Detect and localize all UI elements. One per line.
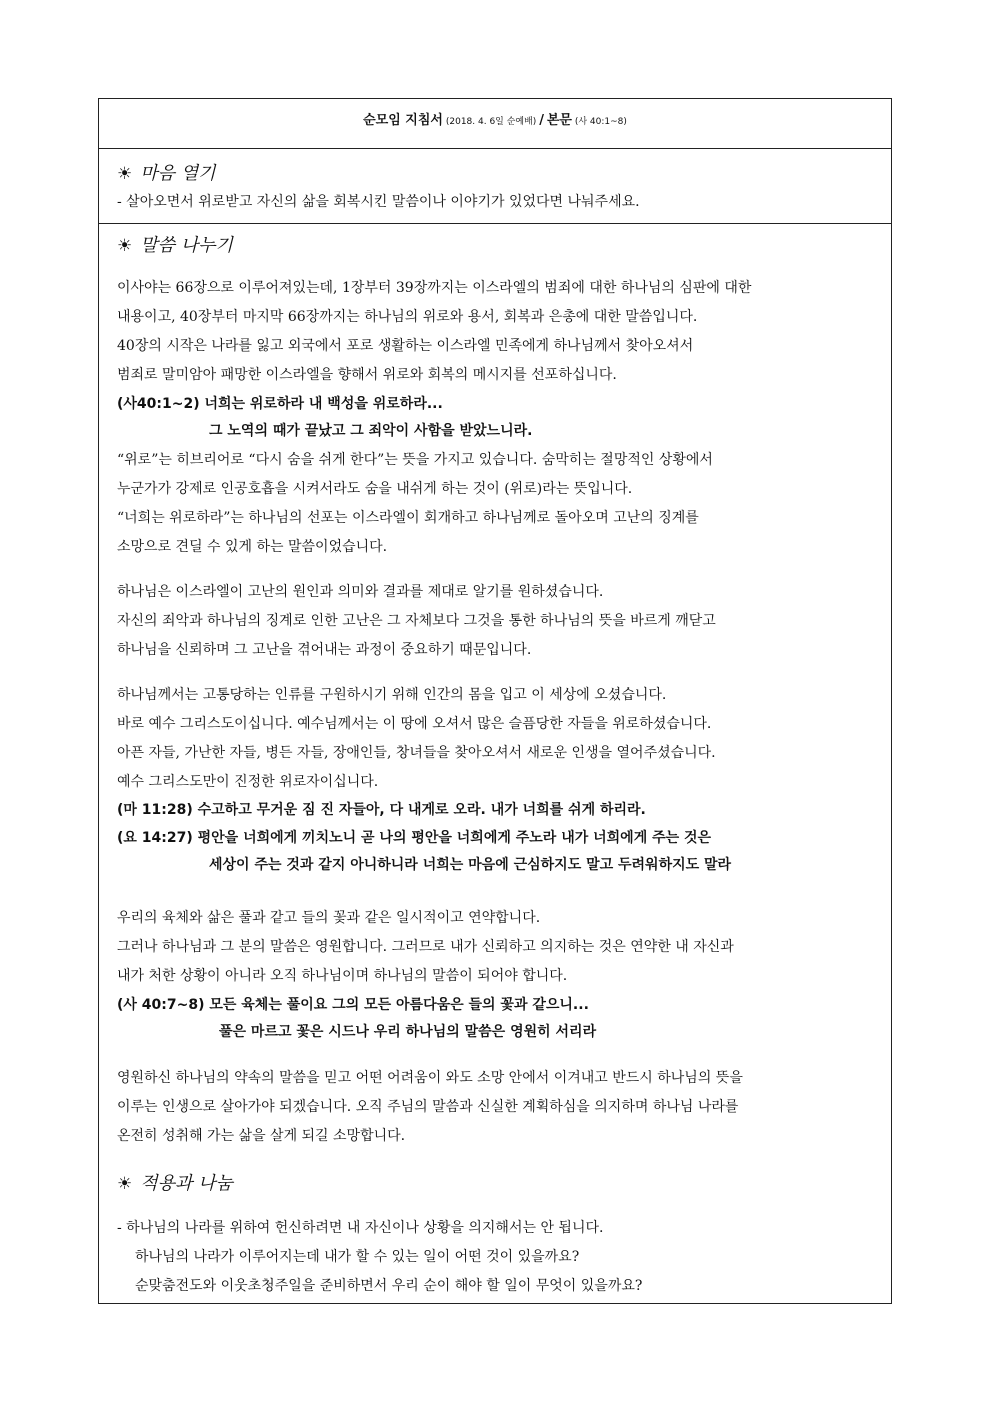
body-line: 이사야는 66장으로 이루어져있는데, 1장부터 39장까지는 이스라엘의 범죄에 대한 하나님의 심판에 대한 (117, 280, 752, 296)
body-line: 내가 처한 상황이 아니라 오직 하나님이며 하나님의 말씀이 되어야 합니다. (117, 968, 568, 984)
apply-heading-text: 적용과 나눔 (140, 1173, 233, 1194)
section-divider (99, 223, 891, 224)
apply-question: 하나님의 나라가 이루어지는데 내가 할 수 있는 일이 어떤 것이 있을까요? (135, 1249, 580, 1265)
open-heart-question: - 살아오면서 위로받고 자신의 삶을 회복시킨 말씀이나 이야기가 있었다면 나눠주세요. (117, 194, 640, 210)
scripture-quote: 세상이 주는 것과 같지 아니하니라 너희는 마음에 근심하지도 말고 두려워하지도 말라 (209, 857, 732, 873)
word-heading-text: 말씀 나누기 (140, 235, 233, 256)
body-line: 하나님은 이스라엘이 고난의 원인과 의미와 결과를 제대로 알기를 원하셨습니다. (117, 584, 604, 600)
scripture-quote: (사40:1~2) 너희는 위로하라 내 백성을 위로하라... (117, 396, 443, 412)
body-line: 영원하신 하나님의 약속의 말씀을 믿고 어떤 어려움이 와도 소망 안에서 이겨내고 반드시 하나님의 뜻을 (117, 1070, 743, 1086)
scripture-quote: (요 14:27) 평안을 너희에게 끼치노니 곧 나의 평안을 너희에게 주노라 내가 너희에게 주는 것은 (117, 830, 712, 846)
body-line: 그러나 하나님과 그 분의 말씀은 영원합니다. 그러므로 내가 신뢰하고 의지하는 것은 연약한 내 자신과 (117, 939, 734, 955)
body-line: 예수 그리스도만이 진정한 위로자이십니다. (117, 774, 379, 790)
body-line: “위로”는 히브리어로 “다시 숨을 쉬게 한다”는 뜻을 가지고 있습니다. 숨막히는 절망적인 상황에서 (117, 452, 713, 468)
open-heart-heading (117, 159, 216, 185)
body-line: 범죄로 말미암아 패망한 이스라엘을 향해서 위로와 회복의 메시지를 선포하십니다. (117, 367, 617, 383)
title-bar (99, 99, 891, 149)
apply-heading (117, 1169, 233, 1195)
body-line: 온전히 성취해 가는 삶을 살게 되길 소망합니다. (117, 1128, 406, 1144)
body-line: 40장의 시작은 나라를 잃고 외국에서 포로 생활하는 이스라엘 민족에게 하나님께서 찾아오셔서 (117, 338, 694, 354)
body-line: 하나님을 신뢰하며 그 고난을 겪어내는 과정이 중요하기 때문입니다. (117, 642, 532, 658)
body-line: 하나님께서는 고통당하는 인류를 구원하시기 위해 인간의 몸을 입고 이 세상에 오셨습니다. (117, 687, 667, 703)
sun-icon: ☀ (117, 1174, 133, 1194)
worksheet-title: 순모임 지침서 (363, 113, 443, 128)
body-line: 우리의 육체와 삶은 풀과 같고 들의 꽃과 같은 일시적이고 연약합니다. (117, 910, 541, 926)
scripture-quote: (사 40:7~8) 모든 육체는 풀이요 그의 모든 아름다움은 들의 꽃과 같으니... (117, 997, 589, 1013)
scripture-label: 본문 (546, 113, 572, 128)
body-line: 이루는 인생으로 살아가야 되겠습니다. 오직 주님의 말씀과 신실한 계획하심을 의지하며 하나님 나라를 (117, 1099, 739, 1115)
scripture-quote: 풀은 마르고 꽃은 시드나 우리 하나님의 말씀은 영원히 서리라 (219, 1024, 597, 1040)
apply-question: 순맞춤전도와 이웃초청주일을 준비하면서 우리 순이 해야 할 일이 무엇이 있을까요? (135, 1278, 643, 1294)
body-line: 소망으로 견딜 수 있게 하는 말씀이었습니다. (117, 539, 388, 555)
open-heart-heading-text: 마음 열기 (140, 163, 216, 184)
word-heading (117, 231, 233, 257)
worksheet-page (98, 98, 892, 1304)
sun-icon: ☀ (117, 236, 133, 256)
scripture-reference: (사 40:1~8) (574, 117, 627, 127)
apply-line: - 하나님의 나라를 위하여 헌신하려면 내 자신이나 상황을 의지해서는 안 됩니다. (117, 1220, 604, 1236)
title-line (99, 109, 891, 128)
body-line: 바로 예수 그리스도이십니다. 예수님께서는 이 땅에 오셔서 많은 슬픔당한 자들을 위로하셨습니다. (117, 716, 712, 732)
body-line: “너희는 위로하라”는 하나님의 선포는 이스라엘이 회개하고 하나님께로 돌아오며 고난의 징계를 (117, 510, 699, 526)
body-line: 내용이고, 40장부터 마지막 66장까지는 하나님의 위로와 용서, 회복과 은총에 대한 말씀입니다. (117, 309, 698, 325)
body-line: 아픈 자들, 가난한 자들, 병든 자들, 장애인들, 창녀들을 찾아오셔서 새로운 인생을 열어주셨습니다. (117, 745, 716, 761)
title-separator: / (539, 113, 544, 128)
body-line: 자신의 죄악과 하나님의 징계로 인한 고난은 그 자체보다 그것을 통한 하나님의 뜻을 바르게 깨닫고 (117, 613, 716, 629)
sun-icon: ☀ (117, 164, 133, 184)
body-line: 누군가가 강제로 인공호흡을 시켜서라도 숨을 내쉬게 하는 것이 (위로)라는 뜻입니다. (117, 481, 633, 497)
scripture-quote: (마 11:28) 수고하고 무거운 짐 진 자들아, 다 내게로 오라. 내가 너희를 쉬게 하리라. (117, 802, 646, 818)
worship-date: (2018. 4. 6일 순예배) (445, 117, 537, 127)
scripture-quote: 그 노역의 때가 끝났고 그 죄악이 사함을 받았느니라. (209, 423, 533, 439)
